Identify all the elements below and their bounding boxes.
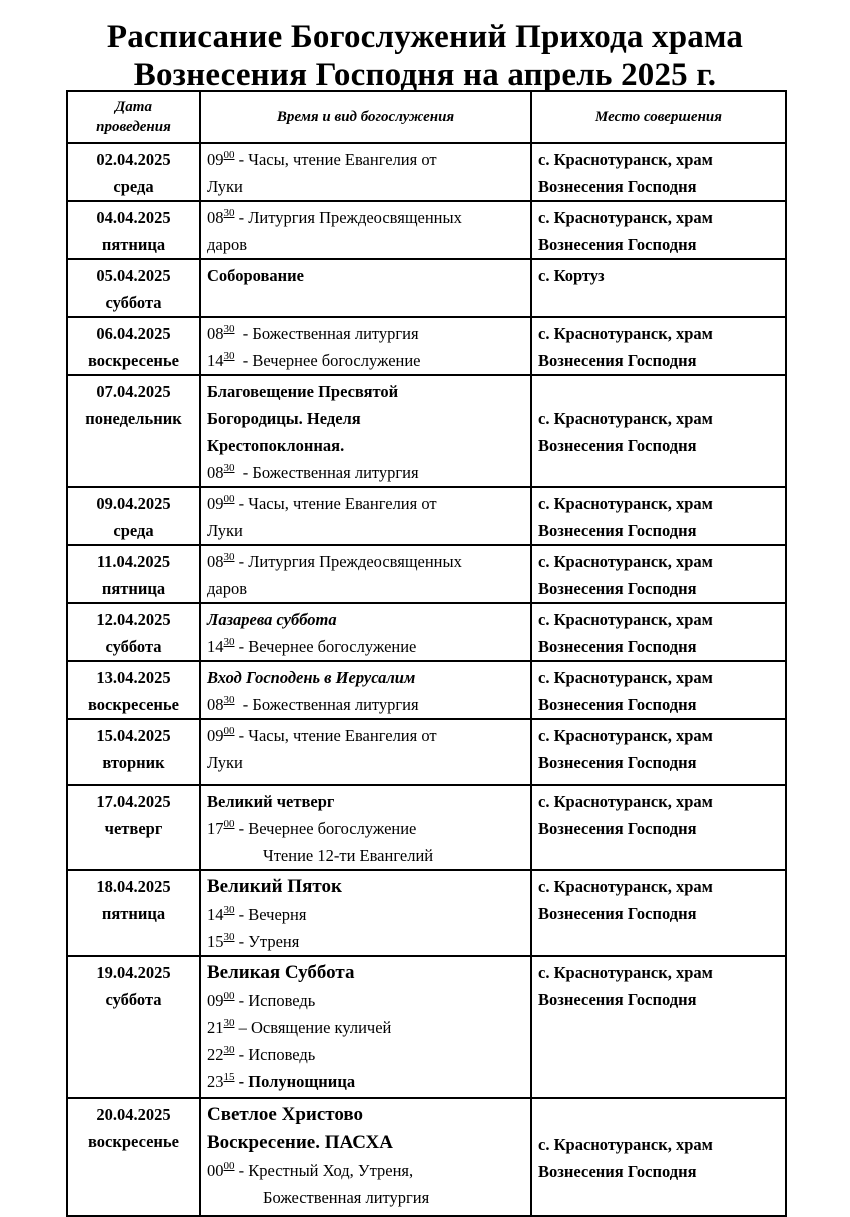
service-cell bbox=[200, 956, 531, 1098]
weekday: среда bbox=[113, 177, 154, 196]
weekday: суббота bbox=[105, 293, 162, 312]
page-title bbox=[0, 18, 850, 94]
time-minutes: 30 bbox=[223, 931, 235, 943]
time-hour: 08 bbox=[207, 208, 224, 227]
place-cell bbox=[531, 143, 786, 201]
place-line: Вознесения Господня bbox=[538, 579, 697, 598]
time-minutes: 30 bbox=[223, 207, 235, 219]
service-text: - Литургия Преждеосвященных bbox=[234, 208, 462, 227]
service-line bbox=[207, 517, 524, 544]
date-value: 05.04.2025 bbox=[96, 266, 171, 285]
place-line: Вознесения Господня bbox=[538, 637, 697, 656]
service-text: - Исповедь bbox=[234, 991, 316, 1010]
service-line bbox=[207, 548, 524, 575]
time-hour: 08 bbox=[207, 324, 224, 343]
weekday: понедельник bbox=[85, 409, 182, 428]
header-date-line-2: проведения bbox=[96, 119, 171, 135]
time-hour: 09 bbox=[207, 991, 224, 1010]
time-minutes: 30 bbox=[223, 904, 235, 916]
service-cell bbox=[200, 603, 531, 661]
service-cell bbox=[200, 375, 531, 487]
table-row bbox=[67, 1098, 786, 1216]
table-row bbox=[67, 487, 786, 545]
place-line: с. Краснотуранск, храм bbox=[538, 1135, 713, 1154]
time-minutes: 00 bbox=[223, 818, 235, 830]
place-line: с. Краснотуранск, храм bbox=[538, 726, 713, 745]
time-hour: 09 bbox=[207, 150, 224, 169]
place-cell bbox=[531, 956, 786, 1098]
service-text: - Вечернее богослужение bbox=[234, 819, 417, 838]
service-text: Луки bbox=[207, 753, 243, 772]
place-line: с. Краснотуранск, храм bbox=[538, 324, 713, 343]
service-line bbox=[207, 691, 524, 718]
service-cell bbox=[200, 785, 531, 870]
time-hour: 14 bbox=[207, 351, 224, 370]
date-cell bbox=[67, 785, 200, 870]
service-cell bbox=[200, 259, 531, 317]
service-line bbox=[207, 204, 524, 231]
time-minutes: 00 bbox=[223, 149, 235, 161]
service-line bbox=[207, 873, 524, 901]
service-text: - Вечернее богослужение bbox=[234, 351, 421, 370]
date-cell bbox=[67, 201, 200, 259]
service-line bbox=[207, 722, 524, 749]
table-row bbox=[67, 603, 786, 661]
service-line bbox=[207, 378, 524, 405]
place-line: с. Краснотуранск, храм bbox=[538, 150, 713, 169]
service-text: Луки bbox=[207, 177, 243, 196]
table-row bbox=[67, 201, 786, 259]
time-hour: 14 bbox=[207, 905, 224, 924]
table-row bbox=[67, 719, 786, 785]
service-cell bbox=[200, 487, 531, 545]
date-cell bbox=[67, 317, 200, 375]
service-line bbox=[207, 1129, 524, 1157]
time-minutes: 15 bbox=[223, 1071, 235, 1083]
table-row bbox=[67, 870, 786, 956]
place-line: с. Краснотуранск, храм bbox=[538, 208, 713, 227]
place-cell bbox=[531, 375, 786, 487]
table-row bbox=[67, 956, 786, 1098]
service-text: - Божественная литургия bbox=[234, 695, 419, 714]
place-cell bbox=[531, 487, 786, 545]
date-cell bbox=[67, 1098, 200, 1216]
place-line: с. Краснотуранск, храм bbox=[538, 792, 713, 811]
table-row bbox=[67, 259, 786, 317]
service-line bbox=[207, 1101, 524, 1129]
service-line bbox=[207, 173, 524, 200]
table-header-row bbox=[67, 91, 786, 143]
weekday: воскресенье bbox=[88, 695, 179, 714]
table-row bbox=[67, 375, 786, 487]
service-cell bbox=[200, 545, 531, 603]
place-line: Вознесения Господня bbox=[538, 436, 697, 455]
service-line bbox=[207, 231, 524, 258]
service-text: Великая Суббота bbox=[207, 962, 355, 983]
place-cell bbox=[531, 317, 786, 375]
weekday: пятница bbox=[101, 904, 166, 923]
time-minutes: 00 bbox=[223, 725, 235, 737]
service-text: Крестопоклонная. bbox=[207, 436, 345, 455]
time-minutes: 30 bbox=[223, 1044, 235, 1056]
time-minutes: 30 bbox=[223, 1017, 235, 1029]
date-cell bbox=[67, 603, 200, 661]
place-line: с. Кортуз bbox=[538, 266, 605, 285]
service-text: Богородицы. Неделя bbox=[207, 409, 361, 428]
service-cell bbox=[200, 719, 531, 785]
place-line: Вознесения Господня bbox=[538, 235, 697, 254]
service-cell bbox=[200, 661, 531, 719]
date-cell bbox=[67, 956, 200, 1098]
service-line bbox=[207, 490, 524, 517]
date-value: 19.04.2025 bbox=[96, 963, 171, 982]
weekday: пятница bbox=[101, 579, 166, 598]
service-text: Великий Пяток bbox=[207, 876, 342, 897]
service-text: - Божественная литургия bbox=[234, 463, 419, 482]
weekday: вторник bbox=[102, 753, 165, 772]
table-row bbox=[67, 545, 786, 603]
service-text: Великий четверг bbox=[207, 792, 335, 811]
place-line: с. Краснотуранск, храм bbox=[538, 409, 713, 428]
weekday: среда bbox=[113, 521, 154, 540]
time-hour: 23 bbox=[207, 1072, 224, 1091]
place-line: с. Краснотуранск, храм bbox=[538, 610, 713, 629]
time-minutes: 30 bbox=[223, 694, 235, 706]
service-text: - Литургия Преждеосвященных bbox=[234, 552, 462, 571]
service-line bbox=[207, 749, 524, 776]
place-cell bbox=[531, 545, 786, 603]
time-hour: 22 bbox=[207, 1045, 224, 1064]
place-line: с. Краснотуранск, храм bbox=[538, 668, 713, 687]
service-line bbox=[207, 1014, 524, 1041]
title-line-1: Расписание Богослужений Прихода храма bbox=[106, 19, 744, 55]
service-line bbox=[207, 1184, 524, 1211]
time-hour: 00 bbox=[207, 1161, 224, 1180]
service-line bbox=[207, 347, 524, 374]
date-value: 20.04.2025 bbox=[96, 1105, 171, 1124]
date-value: 13.04.2025 bbox=[96, 668, 171, 687]
date-cell bbox=[67, 143, 200, 201]
place-line: с. Краснотуранск, храм bbox=[538, 877, 713, 896]
place-line: Вознесения Господня bbox=[538, 990, 697, 1009]
place-cell bbox=[531, 1098, 786, 1216]
place-line: Вознесения Господня bbox=[538, 351, 697, 370]
service-text: даров bbox=[207, 235, 248, 254]
place-cell bbox=[531, 201, 786, 259]
weekday: суббота bbox=[105, 637, 162, 656]
weekday: суббота bbox=[105, 990, 162, 1009]
time-hour: 08 bbox=[207, 552, 224, 571]
service-line bbox=[207, 842, 524, 869]
header-place: Место совершения bbox=[531, 91, 786, 143]
service-line bbox=[207, 432, 524, 459]
service-line bbox=[207, 1068, 524, 1095]
place-line: Вознесения Господня bbox=[538, 1162, 697, 1181]
place-cell bbox=[531, 259, 786, 317]
service-line bbox=[207, 959, 524, 987]
weekday: воскресенье bbox=[88, 1132, 179, 1151]
service-text: - Часы, чтение Евангелия от bbox=[234, 726, 437, 745]
service-text: - Божественная литургия bbox=[234, 324, 419, 343]
service-text: - Утреня bbox=[234, 932, 300, 951]
title-line-2: Вознесения Господня на апрель 2025 г. bbox=[133, 57, 717, 93]
time-hour: 14 bbox=[207, 637, 224, 656]
place-line: Вознесения Господня bbox=[538, 521, 697, 540]
date-value: 17.04.2025 bbox=[96, 792, 171, 811]
service-line bbox=[207, 575, 524, 602]
service-line bbox=[207, 987, 524, 1014]
date-cell bbox=[67, 487, 200, 545]
time-hour: 09 bbox=[207, 494, 224, 513]
time-minutes: 30 bbox=[223, 323, 235, 335]
date-value: 04.04.2025 bbox=[96, 208, 171, 227]
date-cell bbox=[67, 375, 200, 487]
place-line: с. Краснотуранск, храм bbox=[538, 963, 713, 982]
time-hour: 09 bbox=[207, 726, 224, 745]
service-line bbox=[207, 901, 524, 928]
date-value: 18.04.2025 bbox=[96, 877, 171, 896]
time-minutes: 30 bbox=[223, 350, 235, 362]
service-text: Благовещение Пресвятой bbox=[207, 382, 399, 401]
date-value: 06.04.2025 bbox=[96, 324, 171, 343]
table-row bbox=[67, 317, 786, 375]
table-row bbox=[67, 785, 786, 870]
place-cell bbox=[531, 719, 786, 785]
service-text: Светлое Христово bbox=[207, 1104, 364, 1125]
service-text: - Исповедь bbox=[234, 1045, 316, 1064]
date-value: 09.04.2025 bbox=[96, 494, 171, 513]
service-text: – Освящение куличей bbox=[234, 1018, 392, 1037]
place-line: с. Краснотуранск, храм bbox=[538, 552, 713, 571]
date-value: 07.04.2025 bbox=[96, 382, 171, 401]
service-cell bbox=[200, 201, 531, 259]
weekday: воскресенье bbox=[88, 351, 179, 370]
table-row bbox=[67, 143, 786, 201]
header-date bbox=[67, 91, 200, 143]
date-cell bbox=[67, 870, 200, 956]
service-text: Соборование bbox=[207, 266, 304, 285]
service-line bbox=[207, 815, 524, 842]
service-text: - Крестный Ход, Утреня, bbox=[234, 1161, 414, 1180]
service-text: - Часы, чтение Евангелия от bbox=[234, 494, 437, 513]
time-minutes: 30 bbox=[223, 551, 235, 563]
service-text: - Полунощница bbox=[234, 1072, 356, 1091]
service-text: - Вечернее богослужение bbox=[234, 637, 417, 656]
service-line bbox=[207, 262, 524, 289]
service-text: Божественная литургия bbox=[263, 1188, 430, 1207]
place-cell bbox=[531, 661, 786, 719]
place-line: Вознесения Господня bbox=[538, 904, 697, 923]
service-line bbox=[207, 664, 524, 691]
service-line bbox=[207, 788, 524, 815]
service-line bbox=[207, 320, 524, 347]
time-minutes: 00 bbox=[223, 1160, 235, 1172]
service-text: Луки bbox=[207, 521, 243, 540]
place-cell bbox=[531, 785, 786, 870]
service-line bbox=[207, 459, 524, 486]
time-minutes: 30 bbox=[223, 462, 235, 474]
schedule-table bbox=[66, 90, 787, 1217]
service-text: Лазарева суббота bbox=[207, 610, 337, 629]
place-line: Вознесения Господня bbox=[538, 695, 697, 714]
header-service: Время и вид богослужения bbox=[200, 91, 531, 143]
place-cell bbox=[531, 870, 786, 956]
service-line bbox=[207, 606, 524, 633]
service-cell bbox=[200, 317, 531, 375]
place-line: Вознесения Господня bbox=[538, 177, 697, 196]
header-date-line-1: Дата bbox=[115, 99, 152, 115]
table-row bbox=[67, 661, 786, 719]
time-minutes: 00 bbox=[223, 990, 235, 1002]
place-cell bbox=[531, 603, 786, 661]
time-hour: 21 bbox=[207, 1018, 224, 1037]
time-minutes: 30 bbox=[223, 636, 235, 648]
date-value: 12.04.2025 bbox=[96, 610, 171, 629]
date-value: 02.04.2025 bbox=[96, 150, 171, 169]
service-text: - Часы, чтение Евангелия от bbox=[234, 150, 437, 169]
date-cell bbox=[67, 661, 200, 719]
date-value: 15.04.2025 bbox=[96, 726, 171, 745]
date-cell bbox=[67, 545, 200, 603]
place-line: с. Краснотуранск, храм bbox=[538, 494, 713, 513]
time-hour: 15 bbox=[207, 932, 224, 951]
date-cell bbox=[67, 719, 200, 785]
time-minutes: 00 bbox=[223, 493, 235, 505]
service-cell bbox=[200, 870, 531, 956]
place-line: Вознесения Господня bbox=[538, 819, 697, 838]
service-text: даров bbox=[207, 579, 248, 598]
weekday: четверг bbox=[104, 819, 163, 838]
service-line bbox=[207, 146, 524, 173]
service-line bbox=[207, 928, 524, 955]
service-text: Воскресение. ПАСХА bbox=[207, 1132, 393, 1153]
service-cell bbox=[200, 143, 531, 201]
service-text: Чтение 12-ти Евангелий bbox=[263, 846, 434, 865]
date-value: 11.04.2025 bbox=[96, 552, 171, 571]
service-line bbox=[207, 633, 524, 660]
date-cell bbox=[67, 259, 200, 317]
service-line bbox=[207, 1157, 524, 1184]
service-text: - Вечерня bbox=[234, 905, 307, 924]
time-hour: 08 bbox=[207, 695, 224, 714]
time-hour: 08 bbox=[207, 463, 224, 482]
time-hour: 17 bbox=[207, 819, 224, 838]
service-text: Вход Господень в Иерусалим bbox=[207, 668, 416, 687]
service-line bbox=[207, 1041, 524, 1068]
weekday: пятница bbox=[101, 235, 166, 254]
service-cell bbox=[200, 1098, 531, 1216]
place-line: Вознесения Господня bbox=[538, 753, 697, 772]
service-line bbox=[207, 405, 524, 432]
